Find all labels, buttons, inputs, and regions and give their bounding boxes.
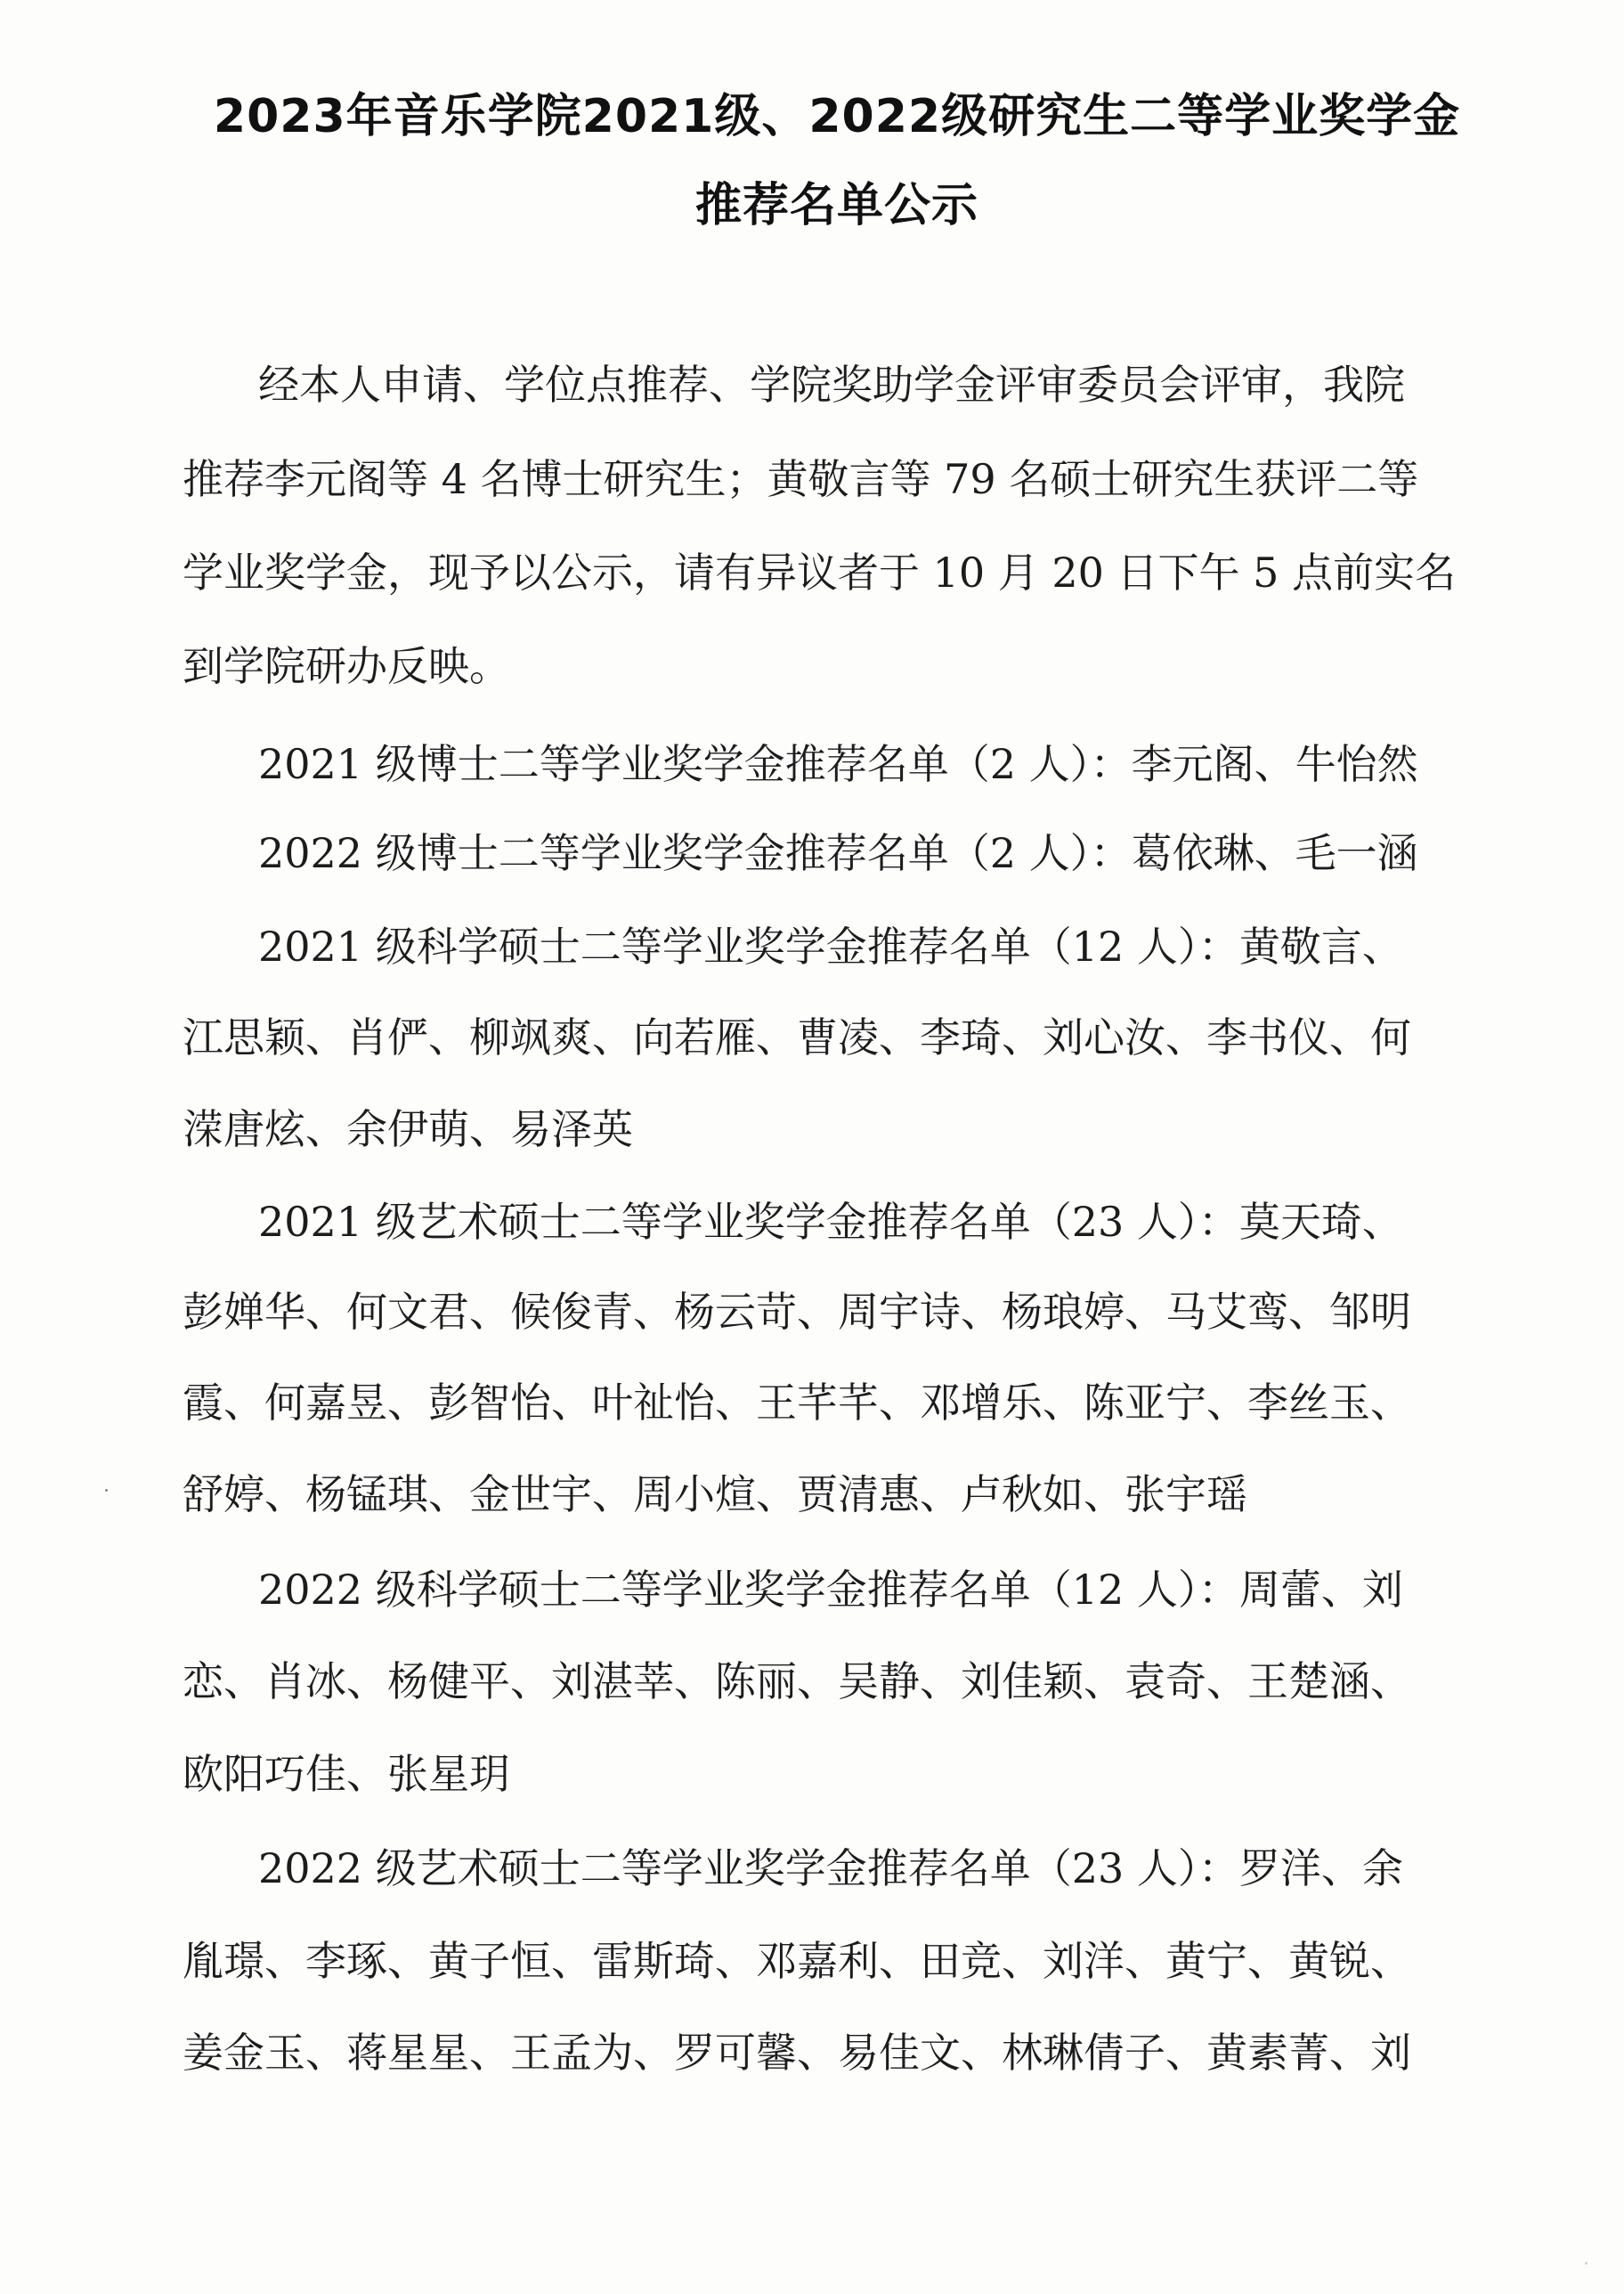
intro-line-3: 学业奖学金，现予以公示，请有异议者于 10 月 20 日下午 5 点前实名: [183, 549, 1457, 597]
list-2022-art-master-line-3: 姜金玉、蒋星星、王孟为、罗可馨、易佳文、林琳倩子、黄素菁、刘: [183, 2029, 1411, 2077]
scan-speck: [1585, 2262, 1587, 2265]
list-2021-doctoral: 2021 级博士二等学业奖学金推荐名单（2 人）：李元阁、牛怡然: [258, 740, 1418, 788]
intro-line-1: 经本人申请、学位点推荐、学院奖助学金评审委员会评审，我院: [258, 361, 1405, 409]
list-2021-art-master-line-3: 霞、何嘉昱、彭智怡、叶祉怡、王芊芊、邓增乐、陈亚宁、李丝玉、: [183, 1379, 1411, 1427]
list-2022-art-master-line-1: 2022 级艺术硕士二等学业奖学金推荐名单（23 人）：罗洋、余: [258, 1844, 1403, 1892]
document-title-line-2: 推荐名单公示: [694, 179, 978, 232]
list-2021-academic-master-line-1: 2021 级科学硕士二等学业奖学金推荐名单（12 人）：黄敬言、: [258, 923, 1403, 971]
list-2022-doctoral: 2022 级博士二等学业奖学金推荐名单（2 人）：葛依琳、毛一涵: [258, 829, 1418, 877]
intro-line-4: 到学院研办反映。: [183, 642, 510, 690]
list-2021-art-master-line-4: 舒婷、杨锰琪、金世宇、周小煊、贾清惠、卢秋如、张宇瑶: [183, 1470, 1247, 1518]
list-2022-academic-master-line-3: 欧阳巧佳、张星玥: [183, 1750, 510, 1798]
list-2021-academic-master-line-3: 溁唐炫、余伊萌、易泽英: [183, 1105, 633, 1153]
intro-line-2: 推荐李元阁等 4 名博士研究生；黄敬言等 79 名硕士研究生获评二等: [183, 455, 1419, 503]
list-2021-art-master-line-2: 彭婵华、何文君、候俊青、杨云苛、周宇诗、杨琅婷、马艾鸾、邹明: [183, 1288, 1411, 1336]
list-2022-art-master-line-2: 胤璟、李琢、黄子恒、雷斯琦、邓嘉利、田竞、刘洋、黄宁、黄锐、: [183, 1937, 1411, 1985]
document-title-line-1: 2023年音乐学院2021级、2022级研究生二等学业奖学金: [213, 90, 1461, 143]
list-2021-art-master-line-1: 2021 级艺术硕士二等学业奖学金推荐名单（23 人）：莫天琦、: [258, 1198, 1403, 1246]
scan-speck: [105, 1489, 108, 1492]
list-2021-academic-master-line-2: 江思颖、肖俨、柳飒爽、向若雁、曹凌、李琦、刘心汝、李书仪、何: [183, 1013, 1411, 1062]
list-2022-academic-master-line-1: 2022 级科学硕士二等学业奖学金推荐名单（12 人）：周蕾、刘: [258, 1566, 1403, 1614]
list-2022-academic-master-line-2: 恋、肖冰、杨健平、刘湛莘、陈丽、吴静、刘佳颖、袁奇、王楚涵、: [183, 1657, 1411, 1705]
